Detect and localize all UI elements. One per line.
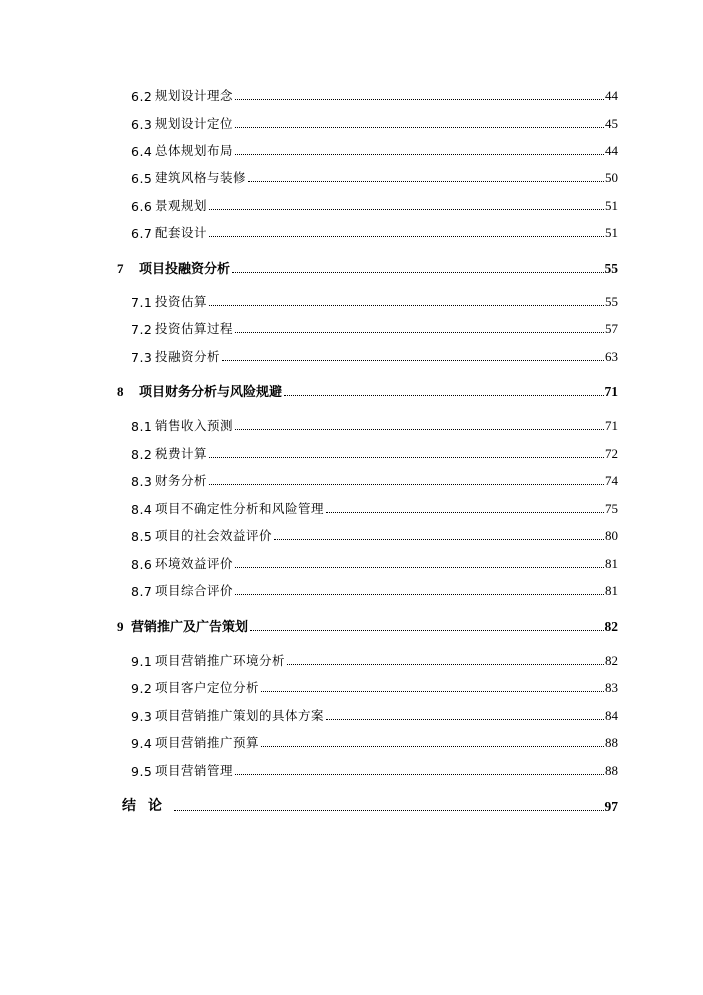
toc-chapter-page: 71 (604, 384, 618, 399)
toc-entry-number: 6.4 (131, 144, 153, 159)
toc-entry-page: 44 (605, 88, 618, 103)
toc-entry-number: 7.1 (131, 295, 153, 310)
toc-entry-title: 建筑风格与装修 (155, 170, 247, 185)
toc-entry-6-4[interactable] (131, 139, 618, 159)
toc-entry-9-2[interactable] (131, 676, 618, 696)
toc-entry-number: 8.4 (131, 502, 153, 517)
toc-entry-number: 9.2 (131, 681, 153, 696)
toc-entry-number: 6.2 (131, 89, 153, 104)
dot-leader (222, 360, 604, 361)
dot-leader (235, 332, 604, 333)
dot-leader (209, 236, 604, 237)
toc-entry-title: 景观规划 (155, 198, 208, 213)
dot-leader (209, 209, 604, 210)
dot-leader (209, 457, 604, 458)
toc-conclusion[interactable] (122, 795, 618, 815)
toc-entry-8-7[interactable] (131, 579, 618, 599)
dot-leader (284, 395, 603, 396)
toc-entry-title: 项目客户定位分析 (155, 680, 260, 695)
toc-entry-6-6[interactable] (131, 194, 618, 214)
toc-conclusion-page: 97 (604, 799, 618, 814)
toc-entry-title: 配套设计 (155, 225, 208, 240)
toc-entry-page: 51 (605, 225, 618, 240)
toc-entry-title: 项目营销推广策划的具体方案 (155, 708, 325, 723)
toc-entry-number: 8.7 (131, 584, 153, 599)
toc-chapter-9[interactable] (117, 615, 618, 635)
toc-entry-title: 项目不确定性分析和风险管理 (155, 501, 325, 516)
toc-entry-page: 45 (605, 116, 618, 131)
toc-chapter-page: 82 (604, 619, 618, 634)
toc-entry-page: 51 (605, 198, 618, 213)
toc-entry-page: 50 (605, 170, 618, 185)
dot-leader (235, 567, 604, 568)
toc-entry-page: 55 (605, 294, 618, 309)
dot-leader (174, 810, 604, 811)
toc-entry-page: 88 (605, 735, 618, 750)
toc-entry-title: 规划设计定位 (155, 116, 234, 131)
toc-entry-page: 63 (605, 349, 618, 364)
dot-leader (232, 272, 603, 273)
toc-entry-title: 项目综合评价 (155, 583, 234, 598)
dot-leader (235, 127, 604, 128)
toc-entry-8-1[interactable] (131, 414, 618, 434)
toc-chapter-7[interactable] (117, 257, 618, 277)
toc-entry-title: 项目营销推广环境分析 (155, 653, 286, 668)
toc-entry-7-2[interactable] (131, 317, 618, 337)
dot-leader (326, 719, 604, 720)
toc-entry-number: 8.3 (131, 474, 153, 489)
toc-entry-6-3[interactable] (131, 112, 618, 132)
toc-entry-title: 财务分析 (155, 473, 208, 488)
toc-entry-title: 投融资分析 (155, 349, 221, 364)
toc-entry-page: 82 (605, 653, 618, 668)
toc-entry-number: 6.5 (131, 171, 153, 186)
toc-entry-title: 税费计算 (155, 446, 208, 461)
toc-entry-page: 44 (605, 143, 618, 158)
toc-entry-number: 9.1 (131, 654, 153, 669)
toc-entry-8-5[interactable] (131, 524, 618, 544)
toc-entry-number: 7.2 (131, 322, 153, 337)
toc-entry-number: 8.6 (131, 557, 153, 572)
toc-chapter-number: 7 (117, 261, 124, 276)
toc-chapter-page: 55 (604, 261, 618, 276)
toc-chapter-8[interactable] (117, 380, 618, 400)
toc-entry-title: 规划设计理念 (155, 88, 234, 103)
toc-entry-page: 83 (605, 680, 618, 695)
dot-leader (209, 484, 604, 485)
toc-entry-page: 84 (605, 708, 618, 723)
toc-chapter-number: 8 (117, 384, 124, 399)
dot-leader (274, 539, 604, 540)
toc-entry-page: 71 (605, 418, 618, 433)
toc-chapter-title: 营销推广及广告策划 (131, 620, 249, 635)
toc-entry-number: 9.4 (131, 736, 153, 751)
toc-entry-9-3[interactable] (131, 704, 618, 724)
toc-entry-page: 72 (605, 446, 618, 461)
toc-entry-9-4[interactable] (131, 731, 618, 751)
dot-leader (261, 691, 604, 692)
toc-entry-number: 9.3 (131, 709, 153, 724)
toc-entry-8-3[interactable] (131, 469, 618, 489)
dot-leader (248, 181, 604, 182)
toc-entry-9-1[interactable] (131, 649, 618, 669)
toc-entry-title: 环境效益评价 (155, 556, 234, 571)
dot-leader (326, 512, 604, 513)
toc-entry-9-5[interactable] (131, 759, 618, 779)
dot-leader (235, 429, 604, 430)
toc-entry-number: 8.2 (131, 447, 153, 462)
toc-entry-title: 项目营销推广预算 (155, 735, 260, 750)
toc-entry-title: 投资估算 (155, 294, 208, 309)
toc-entry-6-2[interactable] (131, 84, 618, 104)
toc-entry-number: 8.5 (131, 529, 153, 544)
toc-entry-title: 项目的社会效益评价 (155, 528, 273, 543)
toc-entry-6-5[interactable] (131, 166, 618, 186)
dot-leader (250, 630, 603, 631)
toc-entry-7-1[interactable] (131, 290, 618, 310)
toc-entry-8-2[interactable] (131, 442, 618, 462)
toc-entry-number: 6.6 (131, 199, 153, 214)
toc-entry-number: 6.3 (131, 117, 153, 132)
toc-entry-8-4[interactable] (131, 497, 618, 517)
toc-entry-title: 销售收入预测 (155, 418, 234, 433)
toc-entry-6-7[interactable] (131, 221, 618, 241)
toc-conclusion-title: 结论 (122, 798, 174, 814)
dot-leader (209, 305, 604, 306)
toc-entry-page: 57 (605, 321, 618, 336)
toc-chapter-title: 项目财务分析与风险规避 (139, 385, 283, 400)
toc-entry-page: 74 (605, 473, 618, 488)
dot-leader (235, 774, 604, 775)
toc-entry-page: 75 (605, 501, 618, 516)
toc-entry-7-3[interactable] (131, 345, 618, 365)
toc-entry-number: 7.3 (131, 350, 153, 365)
toc-entry-title: 投资估算过程 (155, 321, 234, 336)
dot-leader (235, 99, 604, 100)
toc-entry-title: 总体规划布局 (155, 143, 234, 158)
toc-entry-number: 9.5 (131, 764, 153, 779)
toc-entry-number: 6.7 (131, 226, 153, 241)
toc-entry-8-6[interactable] (131, 552, 618, 572)
dot-leader (235, 594, 604, 595)
dot-leader (261, 746, 604, 747)
toc-entry-page: 81 (605, 583, 618, 598)
toc-entry-number: 8.1 (131, 419, 153, 434)
dot-leader (235, 154, 604, 155)
toc-chapter-number: 9 (117, 619, 124, 634)
toc-chapter-title: 项目投融资分析 (139, 262, 231, 277)
toc-entry-page: 88 (605, 763, 618, 778)
toc-entry-page: 81 (605, 556, 618, 571)
toc-entry-title: 项目营销管理 (155, 763, 234, 778)
toc-entry-page: 80 (605, 528, 618, 543)
dot-leader (287, 664, 604, 665)
